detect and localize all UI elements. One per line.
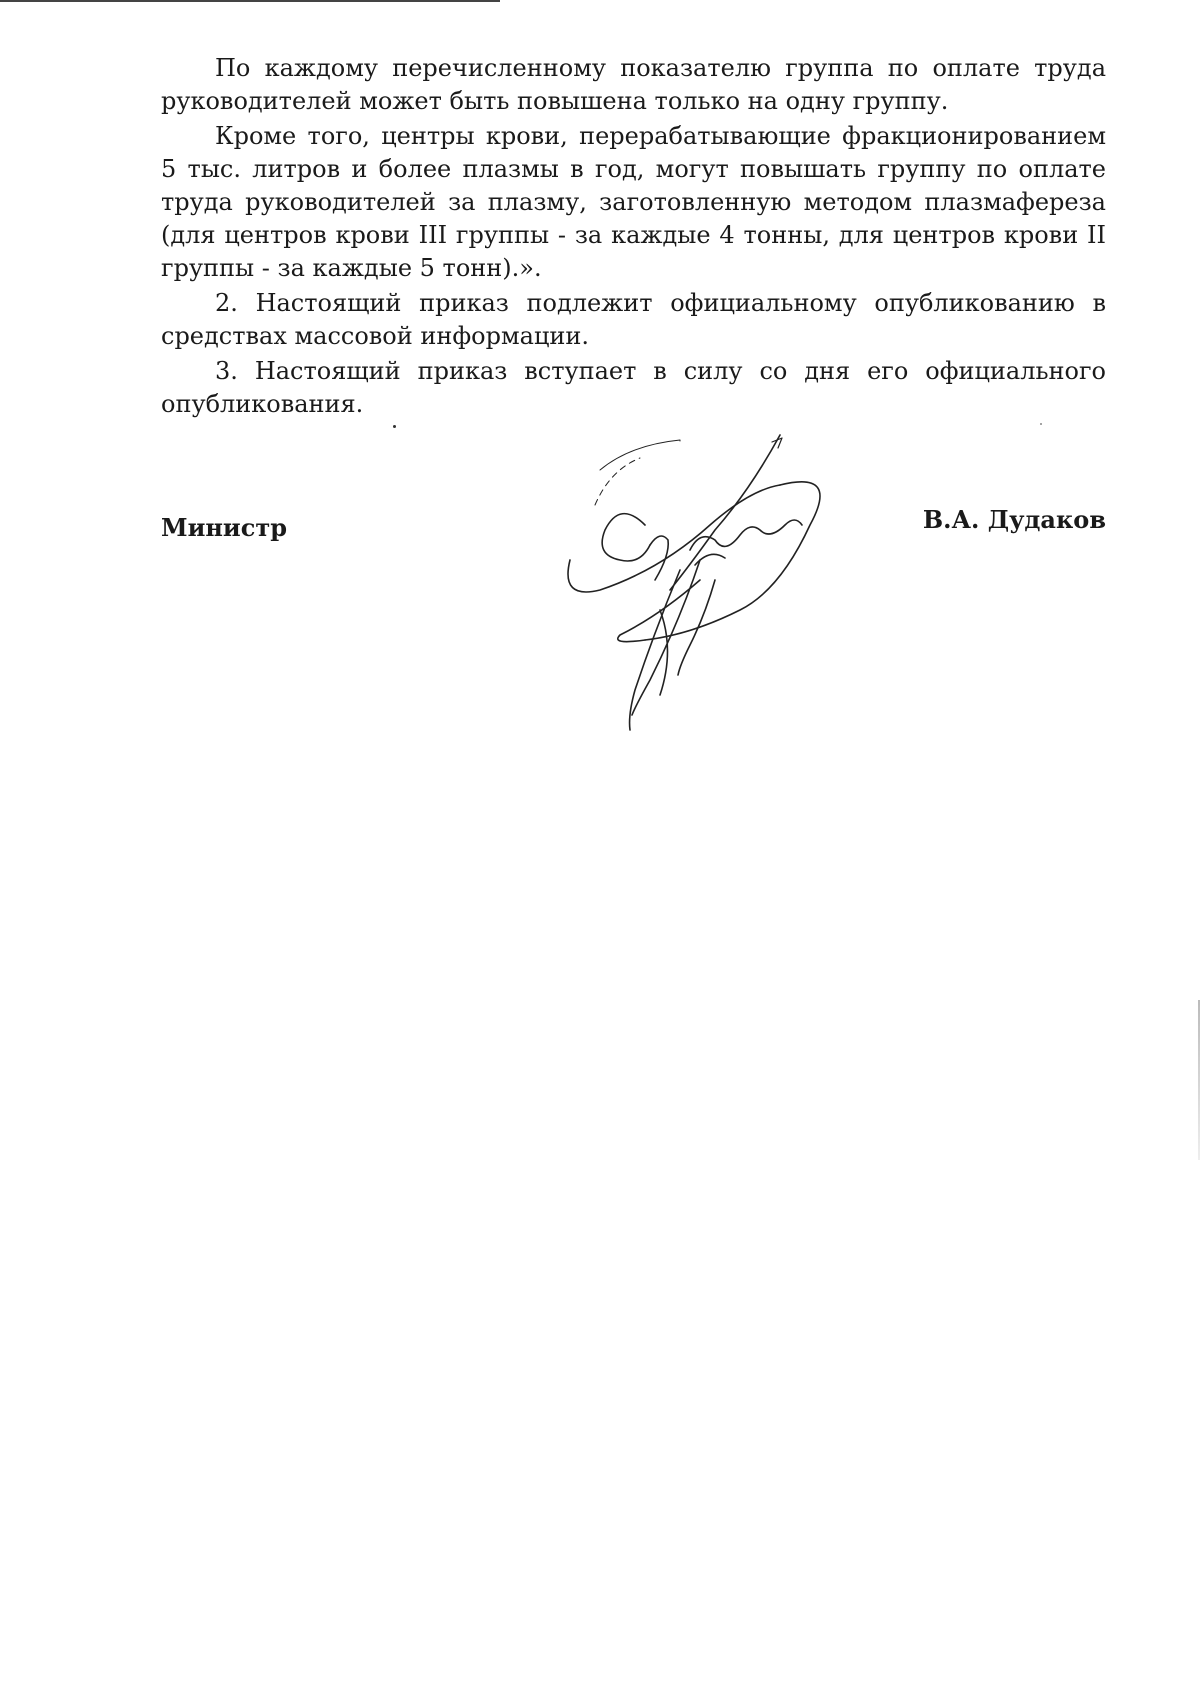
signatory-name: В.А. Дудаков [922, 505, 1106, 534]
handwritten-signature [540, 430, 850, 750]
signatory-position: Министр [161, 513, 287, 542]
scan-speck [1040, 423, 1042, 425]
paragraph-1: По каждому перечисленному показателю группа по оплате труда руководителей может быть повышена только на одну группу. [161, 54, 1106, 115]
document-body [161, 52, 1106, 421]
scan-edge-line [0, 0, 500, 2]
paragraph-2: Кроме того, центры крови, перерабатывающие фракционированием 5 тыс. литров и более плазмы в год, могут повышать группу по оплате труда руководителей за плазму, заготовленную методом плазмафереза (для центров крови III группы - за каждые 4 тонны, для центров крови II группы - за каждые 5 тонн).». [161, 122, 1106, 282]
scan-speck [393, 425, 396, 428]
paragraph-4: 3. Настоящий приказ вступает в силу со дня его официального опубликования. [161, 357, 1106, 418]
paragraph-3: 2. Настоящий приказ подлежит официальному опубликованию в средствах массовой информации. [161, 289, 1106, 350]
